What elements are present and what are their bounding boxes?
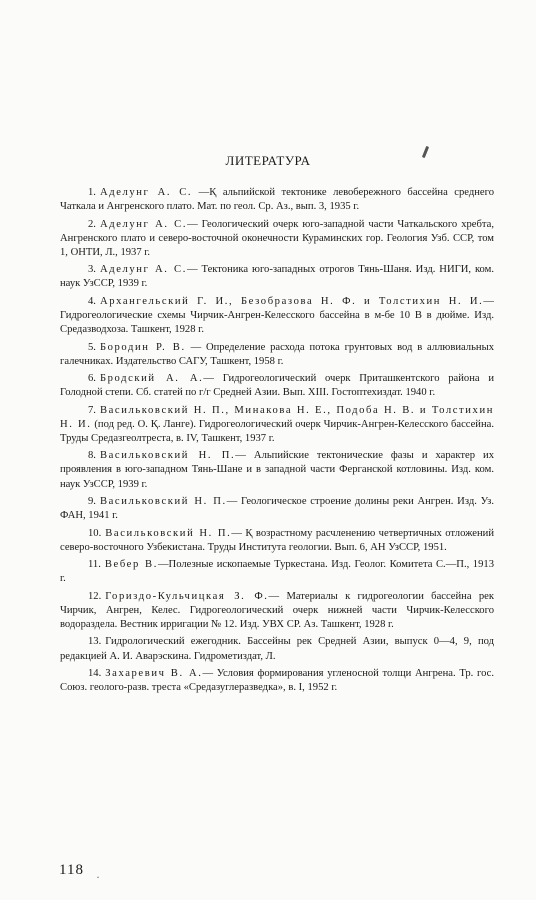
reference-number: 12. [88, 590, 102, 602]
reference-author: Гориздо-Кульчицкая З. Ф. [105, 590, 269, 602]
reference-text: — Гидрогеологический очерк Приташкентского района и Голодной степи. Сб. статей по г/г Средней Азии. Вып. XIII. Гостоптехиздат. 1940 г. [60, 373, 494, 399]
reference-text: —Полезные ископаемые Туркестана. Изд. Геолог. Комитета С.—П., 1913 г. [60, 559, 494, 585]
reference-number: 6. [88, 373, 96, 385]
reference-text: —Қ альпийской тектонике левобережного бассейна среднего Чаткала и Ангренского плато. Мат. по геол. Ср. Аз., вып. 3, 1935 г. [60, 187, 495, 213]
reference-text: (под ред. О. Қ. Ланге). Гидрогеологический очерк Чирчик-Ангрен-Келесского бассейна. Труды Средазгеолтреста, в. IV, Ташкент, 1937 г. [60, 418, 494, 444]
reference-number: 3. [88, 264, 96, 276]
reference-author: Захаревич В. А. [105, 667, 203, 679]
reference-item [60, 667, 494, 695]
reference-item [60, 495, 494, 523]
reference-text: — Гидрогеологические схемы Чирчик-Ангрен-Келесского бассейна в м-бе 10 В в дюйме. Изд. Средазводхоза. Ташкент, 1928 г. [60, 295, 494, 336]
reference-number: 5. [88, 341, 96, 353]
reference-item [60, 186, 494, 214]
reference-author: Бородин Р. В. [99, 341, 186, 353]
reference-author: Васильковский Н. П. [105, 527, 232, 539]
reference-number: 14. [88, 667, 102, 679]
reference-text: — Тектоника юго-западных отрогов Тянь-Шаня. Изд. НИГИ, ком. наук УзССР, 1939 г. [60, 264, 495, 290]
reference-text: — Материалы к гидрогеологии бассейна рек Чирчик, Ангрен, Келес. Гидрогеологический очерк нижней части Чирчик-Келесского водораздела. Вестник ирригации № 12. Изд. УВХ СР. Аз. Ташкент, 1928 г. [60, 590, 494, 630]
reference-author: Аделунг А. С. [99, 187, 193, 198]
reference-text: — Альпийские тектонические фазы и характер их проявления в юго-западном Тянь-Шане и в западной части Ферганской котловины. Изд. ком. наук УзССР, 1939 г. [60, 450, 494, 490]
reference-number: 1. [88, 187, 96, 198]
reference-item [60, 449, 494, 491]
reference-author: Аделунг А. С. [99, 218, 188, 230]
reference-number: 4. [88, 295, 96, 307]
reference-number: 11. [88, 559, 101, 571]
reference-author: Вебер В. [104, 559, 158, 571]
page-number-mark: · [96, 870, 100, 884]
reference-author: Бродский А. А. [99, 373, 204, 385]
reference-text: — Геологический очерк юго-западной части Чаткальского хребта, Ангренского плато и северо-восточной оконечности Кураминских гор. Геология Узб. ССР, том 1, ОНТИ, Л., 1937 г. [60, 218, 494, 258]
reference-item [60, 372, 494, 400]
page-number: 118 [59, 862, 84, 878]
reference-item [60, 263, 494, 291]
reference-author: Васильковский Н. П., Минакова Н. Е., Подоба Н. В. и Толстихин Н. И. [60, 404, 494, 430]
reference-author: Архангельский Г. И., Безобразова Н. Ф. и Толстихин Н. И. [99, 295, 484, 307]
reference-text: — Қ возрастному расчленению четвертичных отложений северо-восточного Узбекистана. Труды Института геологии. Вып. 6, АН УзССР, 1951. [60, 527, 494, 553]
reference-number: 9. [88, 496, 96, 507]
reference-number: 13. [88, 636, 102, 648]
reference-item [60, 527, 494, 555]
reference-author: Аделунг А. С. [99, 264, 187, 276]
reference-item [60, 404, 494, 446]
reference-item [60, 295, 494, 337]
reference-text: — Условия формирования угленосной толщи Ангрена. Тр. гос. Союз. геолого-разв. треста «Средазуглеразведка», в. I, 1952 г. [60, 667, 494, 694]
reference-text: — Определение расхода потока грунтовых вод в аллювиальных галечниках. Издательство САГУ, Ташкент, 1958 г. [60, 341, 494, 367]
reference-text: — Геологическое строение долины реки Ангрен. Изд. Уз. ФАН, 1941 г. [60, 496, 494, 522]
reference-text: Гидрологический ежегодник. Бассейны рек Средней Азии, выпуск 0—4, 9, под редакцией А. И. Аварэскина. Гидрометиздат, Л. [60, 636, 494, 662]
reference-list [60, 186, 494, 699]
reference-item [60, 341, 494, 369]
reference-number: 7. [88, 404, 96, 416]
reference-item [60, 590, 494, 632]
reference-author: Васильковский Н. П. [99, 496, 227, 507]
reference-item [60, 635, 494, 663]
reference-number: 10. [88, 527, 102, 539]
reference-author: Васильковский Н. П. [99, 450, 236, 462]
reference-number: 2. [88, 218, 96, 230]
page-title: ЛИТЕРАТУРА [225, 153, 311, 168]
reference-item [60, 558, 494, 586]
reference-number: 8. [88, 450, 96, 462]
reference-item [60, 218, 494, 260]
